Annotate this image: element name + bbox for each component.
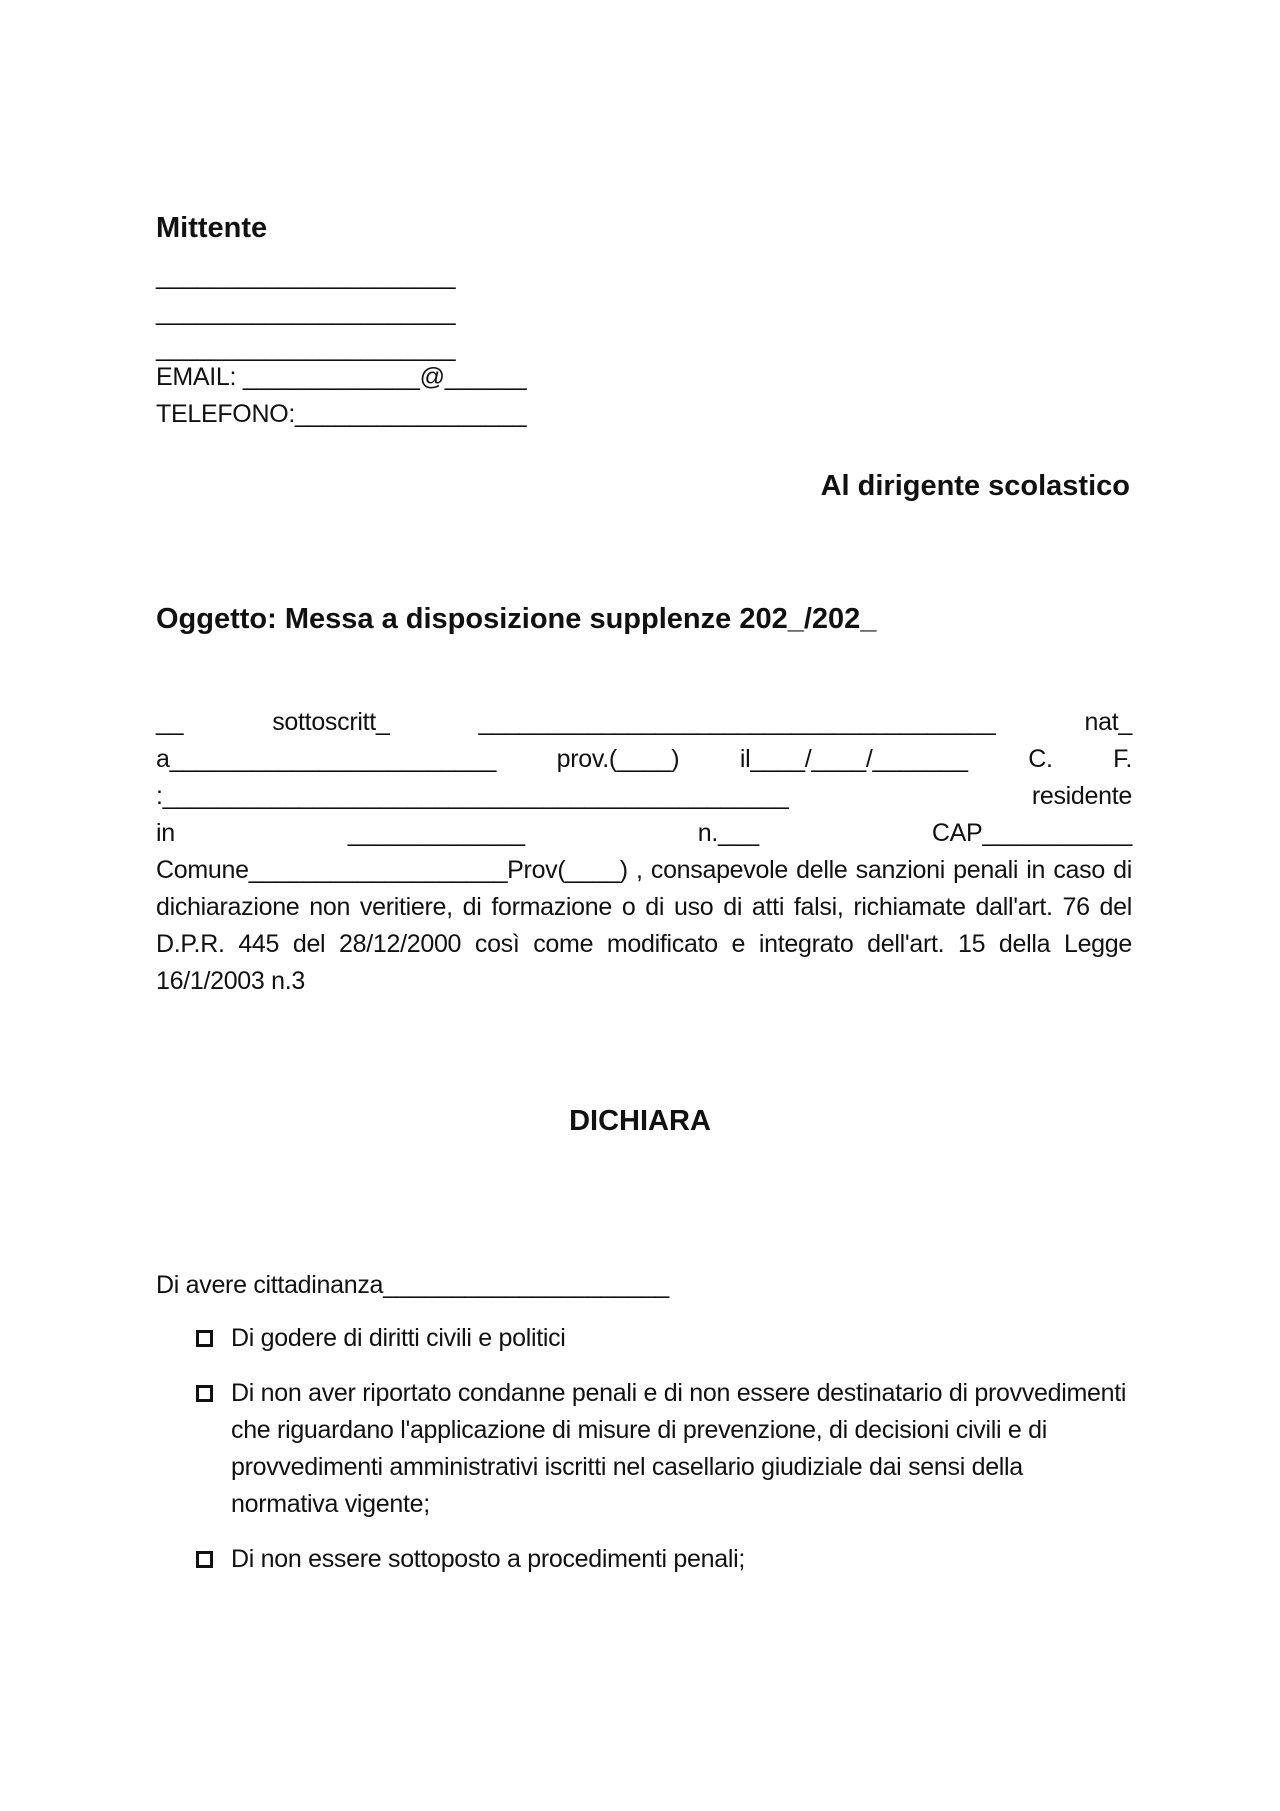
born-label: nat_ bbox=[1084, 708, 1132, 736]
sender-email-line: EMAIL: _____________@______ bbox=[156, 363, 527, 391]
declarant-row-3 bbox=[156, 778, 1132, 815]
declarations-checklist bbox=[196, 1320, 1136, 1578]
checklist-item[interactable] bbox=[196, 1375, 1136, 1523]
checkbox-icon[interactable] bbox=[196, 1330, 213, 1347]
checklist-item-label: Di non aver riportato condanne penali e di non essere destinatario di provvedimenti che riguardano l'applicazione di misure di prevenzione, di decisioni civili e di provvedimenti amministrativi iscritti nel casellario giudiziale dai sensi della normativa vigente; bbox=[231, 1379, 1127, 1518]
recipient: Al dirigente scolastico bbox=[820, 470, 1130, 502]
blank-gender: __ bbox=[156, 708, 184, 736]
checklist-item-label: Di non essere sottoposto a procedimenti penali; bbox=[231, 1545, 745, 1573]
sender-phone-line: TELEFONO:_________________ bbox=[156, 400, 527, 428]
cap-blank: CAP___________ bbox=[931, 819, 1132, 847]
checklist-item[interactable] bbox=[196, 1541, 1136, 1578]
citizenship-line: Di avere cittadinanza_____________________ bbox=[156, 1271, 669, 1299]
sender-line-1: ______________________ bbox=[156, 262, 456, 290]
name-blank: ______________________________________ bbox=[478, 708, 996, 736]
checkbox-icon[interactable] bbox=[196, 1551, 213, 1568]
declarant-row-4 bbox=[156, 815, 1132, 852]
declarant-block bbox=[156, 704, 1132, 1000]
cf-label-c: C. bbox=[1028, 745, 1053, 773]
sender-heading: Mittente bbox=[156, 212, 268, 244]
subject-line: Oggetto: Messa a disposizione supplenze 202_/202_ bbox=[156, 603, 877, 635]
fiscal-code-blank: :______________________________________________ bbox=[156, 782, 789, 810]
sender-line-3: ______________________ bbox=[156, 334, 456, 362]
province-blank: prov.(____) bbox=[556, 745, 680, 773]
resident-label: residente bbox=[1031, 782, 1132, 810]
birthplace-blank: a________________________ bbox=[156, 745, 497, 773]
in-label: in bbox=[156, 819, 175, 847]
number-blank: n.___ bbox=[697, 819, 759, 847]
undersigned-label: sottoscritt_ bbox=[272, 708, 390, 736]
checkbox-icon[interactable] bbox=[196, 1385, 213, 1402]
declarant-statement: Comune___________________Prov(____) , consapevole delle sanzioni penali in caso di dichiarazione non veritiere, di formazione o di uso di atti falsi, richiamate dall'art. 76 del D.P.R. 445 del 28/12/2000 così come modificato e integrato dell'art. 15 della Legge 16/1/2003 n.3 bbox=[156, 856, 1132, 995]
declarant-row-1 bbox=[156, 704, 1132, 741]
checklist-item-label: Di godere di diritti civili e politici bbox=[231, 1324, 566, 1352]
declares-heading: DICHIARA bbox=[569, 1105, 711, 1137]
declarant-row-2 bbox=[156, 741, 1132, 778]
birthdate-blank: il____/____/_______ bbox=[739, 745, 968, 773]
street-blank: _____________ bbox=[347, 819, 525, 847]
sender-line-2: ______________________ bbox=[156, 298, 456, 326]
cf-label-f: F. bbox=[1113, 745, 1132, 773]
checklist-item[interactable] bbox=[196, 1320, 1136, 1357]
